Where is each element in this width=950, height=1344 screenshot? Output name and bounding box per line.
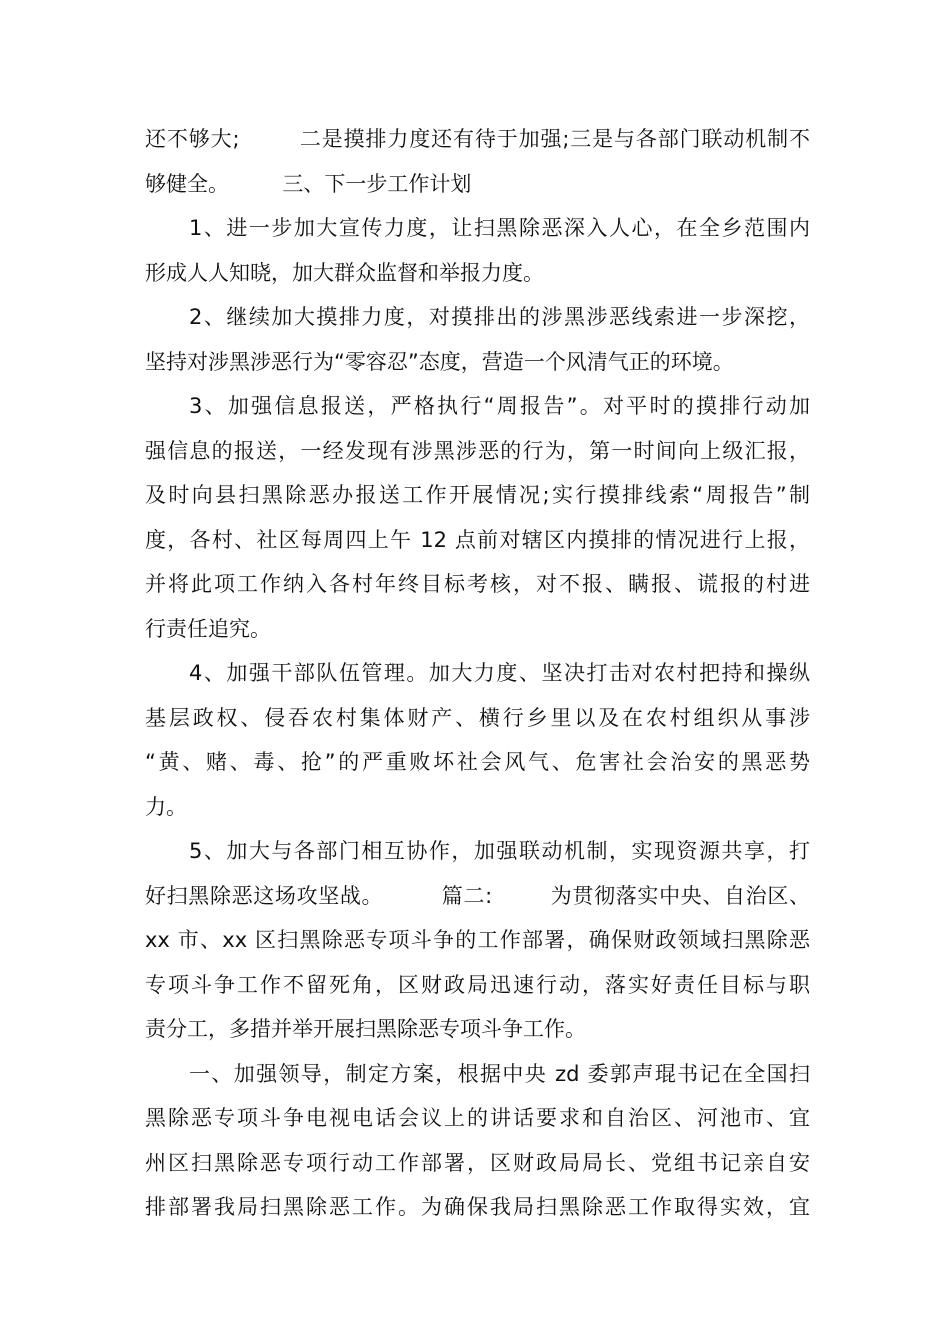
- document-body: [145, 117, 810, 1230]
- text-line: 黑除恶专项斗争电视电话会议上的讲话要求和自治区、河池市、宜: [145, 1106, 810, 1130]
- text-line: 还不够大; 二是摸排力度还有待于加强;三是与各部门联动机制不: [145, 127, 810, 151]
- text-line: 够健全。 三、下一步工作计划: [145, 171, 472, 196]
- text-line: 形成人人知晓，加大群众监督和举报力度。: [145, 260, 544, 285]
- text-line: 州区扫黑除恶专项行动工作部署，区财政局局长、党组书记亲自安: [145, 1150, 810, 1175]
- text-line: 好扫黑除恶这场攻坚战。 篇二: 为贯彻落实中央、自治区、: [145, 883, 810, 908]
- text-line: 并将此项工作纳入各村年终目标考核，对不报、瞒报、谎报的村进: [145, 572, 810, 596]
- text-line: 行责任追究。: [145, 616, 271, 641]
- text-line: 2、继续加大摸排力度，对摸排出的涉黑涉恶线索进一步深挖，: [189, 305, 810, 329]
- text-line: 责分工，多措并举开展扫黑除恶专项斗争工作。: [145, 1017, 586, 1041]
- text-line: “黄、赌、毒、抢”的严重败坏社会风气、危害社会治安的黑恶势: [145, 750, 810, 774]
- text-line: 及时向县扫黑除恶办报送工作开展情况;实行摸排线索“周报告”制: [145, 483, 810, 507]
- text-line: 力。: [145, 794, 187, 819]
- text-line: 坚持对涉黑涉恶行为“零容忍”态度，营造一个风清气正的环境。: [145, 349, 734, 374]
- text-line: 3、加强信息报送，严格执行“周报告”。对平时的摸排行动加: [189, 394, 810, 418]
- text-line: 基层政权、侵吞农村集体财产、横行乡里以及在农村组织从事涉: [145, 705, 810, 730]
- text-line: 专项斗争工作不留死角，区财政局迅速行动，落实好责任目标与职: [145, 972, 810, 997]
- text-line: 5、加大与各部门相互协作，加强联动机制，实现资源共享，打: [189, 839, 810, 863]
- text-line: xx 市、xx 区扫黑除恶专项斗争的工作部署，确保财政领域扫黑除恶: [145, 928, 810, 952]
- text-line: 排部署我局扫黑除恶工作。为确保我局扫黑除恶工作取得实效，宜: [145, 1195, 810, 1219]
- text-line: 一、加强领导，制定方案，根据中央 zd 委郭声琨书记在全国扫: [189, 1061, 810, 1086]
- text-line: 4、加强干部队伍管理。加大力度、坚决打击对农村把持和操纵: [189, 661, 810, 685]
- text-line: 度，各村、社区每周四上午 12 点前对辖区内摸排的情况进行上报，: [145, 527, 810, 552]
- text-line: 强信息的报送，一经发现有涉黑涉恶的行为，第一时间向上级汇报，: [145, 438, 810, 463]
- text-line: 1、进一步加大宣传力度，让扫黑除恶深入人心，在全乡范围内: [189, 216, 810, 240]
